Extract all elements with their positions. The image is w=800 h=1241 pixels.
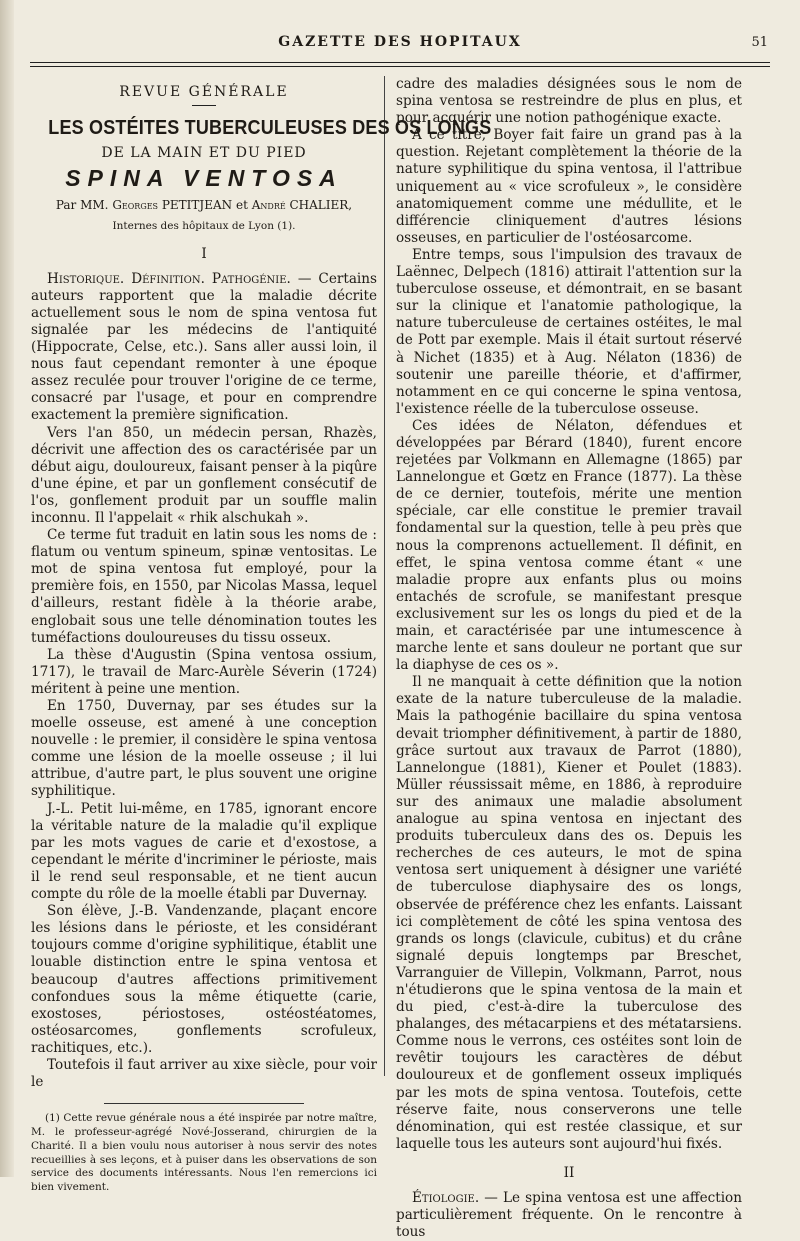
- byline: [31, 197, 377, 214]
- affiliation: Internes des hôpitaux de Lyon (1).: [112, 220, 296, 233]
- paragraph: La thèse d'Augustin (Spina ventosa ossium, 1717), le travail de Marc-Aurèle Séverin (1724) méritent à peine une mention.: [31, 646, 377, 697]
- paragraph: En 1750, Duvernay, par ses études sur la moelle osseuse, est amené à une conception nouvelle : le premier, il considère le spina ventosa comme une lésion de la moelle osseuse ; il lui attribue, d'autre part, le plus souvent une origine syphilitique.: [31, 698, 377, 800]
- byline-prefix: Par MM.: [55, 198, 113, 213]
- author-1: Georges PETITJEAN: [112, 198, 233, 213]
- running-head: [30, 30, 770, 58]
- paragraph: Son élève, J.-B. Vandenzande, plaçant encore les lésions dans le périoste, et les considérant toujours comme d'origine syphilitique, établit une louable distinction entre le spina ventosa et beaucoup d'autres affections primitivement confondues sous la même étiquette (carie, exostoses, périostoses, ostéostéatomes, ostéosarcomes, gonflements scrofuleux, rachitiques, etc.).: [31, 903, 377, 1056]
- footnote: (1) Cette revue générale nous a été inspirée par notre maître, M. le professeur-agrégé Nové-Josserand, chirurgien de la Charité. Il a bien voulu nous autoriser à nous servir des notes recueillies à ses leçons, et à puiser dans les observations de son service des documents intéressants. Nous l'en remercions ici bien vivement.: [31, 1112, 377, 1194]
- rubric-rule: [192, 105, 216, 106]
- rubric: REVUE GÉNÉRALE: [119, 84, 289, 100]
- paragraph-lead: Étiologie.: [412, 1190, 480, 1206]
- paragraph: Entre temps, sous l'impulsion des travaux de Laënnec, Delpech (1816) attirait l'attention sur la tuberculose osseuse, et démontrait, en se basant sur la clinique et l'anatomie pathologique, la nature tuberculeuse de certaines ostéites, le mal de Pott par exemple. Mais il était surtout réservé à Nichet (1835) et à Aug. Nélaton (1836) de soutenir une pareille théorie, et d'affirmer, notamment en ce qui concerne le spina ventosa, l'existence réelle de la tuberculose osseuse.: [396, 246, 742, 417]
- paragraph: Il ne manquait à cette définition que la notion exate de la nature tuberculeuse de la maladie. Mais la pathogénie bacillaire du spina ventosa devait triompher définitivement, à partir de 1880, grâce surtout aux travaux de Parrot (1880), Lannelongue (1881), Kiener et Poulet (1883). Müller réussissait même, en 1886, à reproduire sur des animaux une maladie absolument analogue au spina ventosa en injectant des produits tuberculeux dans des os. Depuis les recherches de ces auteurs, le mot de spina ventosa sert uniquement à désigner une variété de tuberculose diaphysaire des os longs, observée de préférence chez les enfants. Laissant ici complètement de côté les spina ventosa des grands os longs (clavicule, cubitus) et du crâne signalé depuis longtemps par Breschet, Varranguier de Villepin, Volkmann, Parrot, nous n'étudierons que le spina ventosa de la main et du pied, c'est-à-dire la tuberculose des phalanges, des métacarpiens et des métatarsiens. Comme nous le verrons, ces ostéites sont loin de revêtir toujours les caractères de début douloureux et de gonflement osseux impliqués par les mots de spina ventosa. Toutefois, cette réserve faite, nous conserverons une telle dénomination, qui est restée classique, et sur laquelle tous les auteurs sont aujourd'hui fixés.: [396, 674, 742, 1152]
- display-title: SPINA VENTOSA: [65, 165, 343, 192]
- journal-title: GAZETTE DES HOPITAUX: [278, 34, 522, 50]
- footnote-rule: [104, 1103, 304, 1104]
- paragraph: [31, 271, 377, 425]
- paragraph: Toutefois il faut arriver au xixe siècle, pour voir le: [31, 1056, 377, 1091]
- paragraph: Vers l'an 850, un médecin persan, Rhazès, décrivit une affection des os caractérisée par un début aigu, douloureux, faisant penser à la piqûre d'une épine, et par un gonflement consécutif de l'os, gonflement produit par un souffle malin inconnu. Il l'appelait « rhik alschukah ».: [31, 424, 377, 526]
- page-number: 51: [751, 35, 768, 50]
- paragraph: J.-L. Petit lui-même, en 1785, ignorant encore la véritable nature de la maladie qu'il explique par les mots vagues de carie et d'exostose, a cependant le mérite d'incriminer le périoste, mais il le rend seul responsable, et ne tient aucun compte du rôle de la moelle établi par Duvernay.: [31, 800, 377, 903]
- byline-conjunction: et: [232, 198, 252, 213]
- author-2: André CHALIER,: [251, 198, 353, 213]
- column-divider: [384, 76, 385, 1076]
- paragraph: Ces idées de Nélaton, défendues et développées par Bérard (1840), furent encore rejetées par Volkmann en Allemagne (1865) par Lannelongue et Gœtz en France (1877). La thèse de ce dernier, toutefois, mérite une mention spéciale, car elle constitue le premier travail fondamental sur la question, telle à peu près que nous la comprenons actuellement. Il définit, en effet, le spina ventosa comme étant « une maladie propre aux enfants plus ou moins entachés de scrofule, se manifestant presque exclusivement sur les os longs du pied et de la main, et caractérisée par une intumescence à marche lente et sans douleur ne portant que sur la diaphyse de ces os ».: [396, 417, 742, 674]
- paragraph: Ce terme fut traduit en latin sous les noms de : flatum ou ventum spineum, spinæ ventositas. Le mot de spina ventosa fut employé, pour la première fois, en 1550, par Nicolas Massa, lequel d'ailleurs, restant fidèle à la théorie arabe, englobait sous une telle dénomination toutes les tuméfactions douloureuses du tissu osseux.: [31, 527, 377, 646]
- right-column: [396, 76, 742, 1241]
- header-rule: [30, 62, 770, 67]
- article-title: LES OSTÉITES TUBERCULEUSES DES OS LONGS: [48, 117, 492, 140]
- section-number-1: I: [201, 245, 207, 262]
- paragraph-lead: Historique. Définition. Pathogénie.: [47, 270, 291, 287]
- paragraph-text: — Le spina ventosa est une affection particulièrement fréquente. On le rencontre à tous: [396, 1190, 742, 1241]
- paragraph: [396, 1190, 742, 1241]
- paragraph-text: — Certains auteurs rapportent que la maladie décrite actuellement sous le nom de spina ventosa fut signalée par les médecins de l'antiquité (Hippocrate, Celse, etc.). Sans aller aussi loin, il nous faut cependant remonter à une époque assez reculée pour trouver l'origine de ce terme, consacré par l'usage, et pour en comprendre exactement la première signification.: [31, 270, 378, 424]
- left-column: [31, 76, 492, 1195]
- article-subtitle: DE LA MAIN ET DU PIED: [101, 145, 307, 162]
- paragraph: A ce titre, Boyer fait faire un grand pas à la question. Rejetant complètement la théorie de la nature syphilitique du spina ventosa, il l'attribue uniquement au « vice scrofuleux », le considère anatomiquement comme une médullite, et le différencie cliniquement d'autres lésions osseuses, en particulier de l'ostéosarcome.: [396, 127, 742, 246]
- section-number-2: II: [563, 1164, 575, 1181]
- paragraph: cadre des maladies désignées sous le nom de spina ventosa se restreindre de plus en plus, et pour acquérir une notion pathogénique exacte.: [396, 76, 742, 127]
- page-spine: [0, 0, 14, 1177]
